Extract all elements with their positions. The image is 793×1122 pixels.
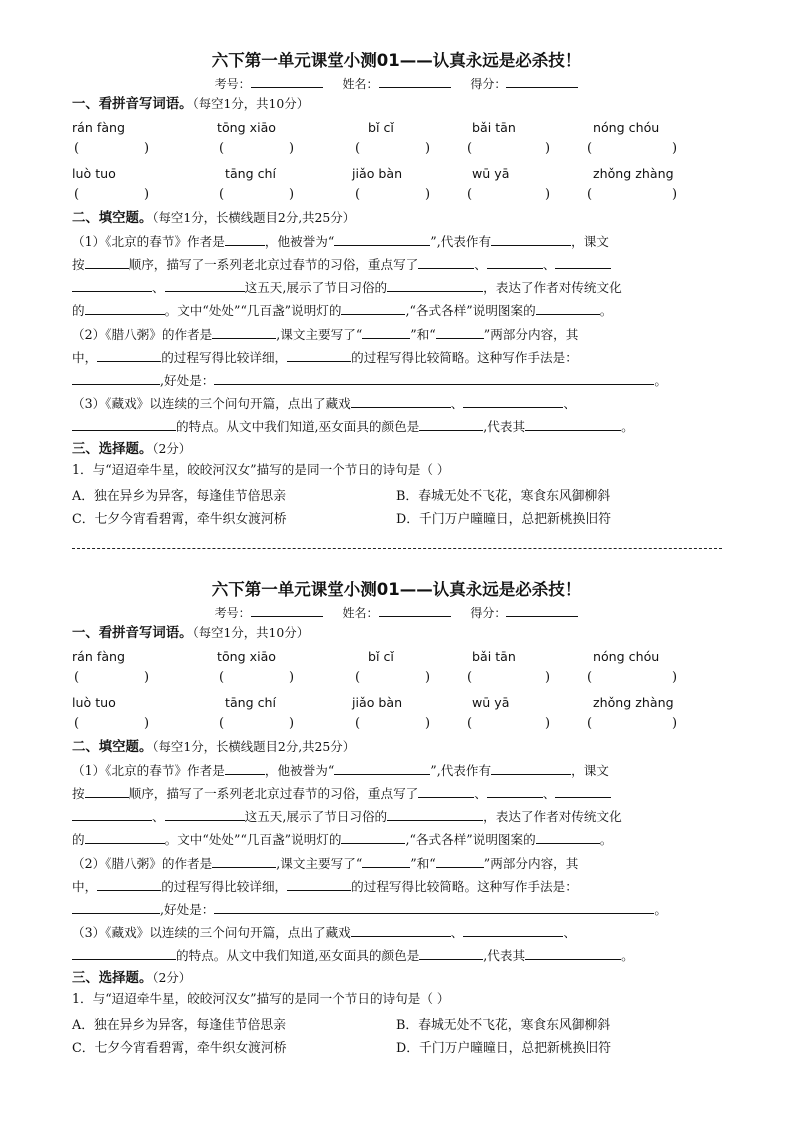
answer-paren-6-close: ) <box>144 716 150 731</box>
pinyin-5: nóng chóu <box>593 649 660 664</box>
pinyin-7: tāng chí <box>225 695 277 710</box>
pinyin-5: nóng chóu <box>593 120 660 135</box>
q1-line-3 <box>72 808 622 825</box>
q3-line-2 <box>72 947 634 964</box>
pinyin-4: bǎi tān <box>472 649 516 664</box>
blank[interactable] <box>555 785 611 798</box>
exam-no-field[interactable] <box>251 604 323 617</box>
answer-paren-8-open: ( <box>355 716 361 731</box>
q3-text: （3）《藏戏》以连续的三个问句开篇，点出了藏戏 <box>72 396 351 411</box>
section2-heading-row <box>72 210 355 227</box>
q2-line-1 <box>72 855 578 872</box>
blank[interactable] <box>419 947 483 960</box>
q1-text: ,“各式各样”说明图案的 <box>405 303 536 318</box>
answer-paren-8-close: ) <box>425 716 431 731</box>
blank[interactable] <box>97 878 161 891</box>
blank[interactable] <box>341 831 405 844</box>
q2-text: ”和“ <box>410 856 436 871</box>
blank[interactable] <box>72 418 176 431</box>
student-info-row <box>0 75 793 92</box>
section3-heading: 三、选择题。 <box>72 442 153 457</box>
q1-line-1 <box>72 233 609 250</box>
section3-heading: 三、选择题。 <box>72 971 153 986</box>
answer-paren-3-open: ( <box>355 670 361 685</box>
answer-paren-8-close: ) <box>425 187 431 202</box>
blank[interactable] <box>436 855 484 868</box>
answer-paren-5-close: ) <box>672 141 678 156</box>
q2-line-1 <box>72 326 578 343</box>
q2-line-3 <box>72 372 667 389</box>
blank[interactable] <box>418 785 474 798</box>
blank[interactable] <box>212 326 276 339</box>
blank[interactable] <box>418 256 474 269</box>
name-label: 姓名： <box>342 77 379 91</box>
section1-note: （每空1分，共10分） <box>192 625 310 640</box>
q1-text: 按 <box>72 257 85 272</box>
cut-line-divider <box>72 548 722 549</box>
q1-line-3 <box>72 279 622 296</box>
score-field[interactable] <box>506 75 578 88</box>
section2-note: （每空1分，长横线题目2分,共25分） <box>152 739 356 754</box>
answer-paren-2-open: ( <box>219 670 225 685</box>
blank[interactable] <box>362 855 410 868</box>
option-a[interactable]: A．独在异乡为异客，每逢佳节倍思亲 <box>72 1018 286 1033</box>
option-c[interactable]: C．七夕今宵看碧霄，牵牛织女渡河桥 <box>72 512 287 527</box>
pinyin-2: tōng xiāo <box>217 120 276 135</box>
name-field[interactable] <box>379 604 451 617</box>
q2-line-2 <box>72 878 578 895</box>
answer-paren-7-open: ( <box>219 187 225 202</box>
pinyin-10: zhǒng zhàng <box>593 166 674 181</box>
answer-paren-10-close: ) <box>672 716 678 731</box>
blank[interactable] <box>536 302 600 315</box>
section1-heading-row <box>72 625 309 642</box>
q2-text: 的过程写得比较详细， <box>161 350 288 365</box>
q2-text: ,好处是： <box>160 902 215 917</box>
q2-text: ”两部分内容，其 <box>483 327 579 342</box>
answer-paren-1-close: ) <box>144 141 150 156</box>
answer-paren-4-close: ) <box>545 141 551 156</box>
pinyin-6: luò tuo <box>72 166 116 181</box>
q1-text: （1）《北京的春节》作者是 <box>72 763 225 778</box>
answer-paren-5-close: ) <box>672 670 678 685</box>
pinyin-3: bǐ cǐ <box>368 120 394 135</box>
q1-text: 按 <box>72 786 85 801</box>
q2-text: 。 <box>654 373 667 388</box>
blank[interactable] <box>487 256 543 269</box>
q1-text: ，课文 <box>571 763 609 778</box>
pinyin-1: rán fàng <box>72 649 126 664</box>
option-b[interactable]: B．春城无处不飞花，寒食东风御柳斜 <box>396 489 611 504</box>
q2-text: ,课文主要写了“ <box>276 856 363 871</box>
q2-text: 的过程写得比较详细， <box>161 879 288 894</box>
exam-no-label: 考号： <box>214 77 251 91</box>
q2-line-3 <box>72 901 667 918</box>
blank[interactable] <box>334 233 430 246</box>
q1-text: ，课文 <box>571 234 609 249</box>
q3-text: 。 <box>621 948 634 963</box>
answer-paren-3-open: ( <box>355 141 361 156</box>
blank[interactable] <box>225 233 265 246</box>
pinyin-2: tōng xiāo <box>217 649 276 664</box>
name-field[interactable] <box>379 75 451 88</box>
blank[interactable] <box>463 924 563 937</box>
q3-text: 、 <box>450 925 464 940</box>
q2-line-2 <box>72 349 578 366</box>
answer-paren-7-close: ) <box>289 716 295 731</box>
q1-text: 顺序，描写了一系列老北京过春节的习俗，重点写了 <box>128 786 419 801</box>
blank[interactable] <box>351 395 451 408</box>
blank[interactable] <box>85 256 129 269</box>
q1-text: （1）《北京的春节》作者是 <box>72 234 225 249</box>
q1-text: 的 <box>72 303 85 318</box>
option-d[interactable]: D．千门万户曈曈日，总把新桃换旧符 <box>396 1041 612 1056</box>
section1-heading: 一、看拼音写词语。 <box>72 97 193 112</box>
pinyin-10: zhǒng zhàng <box>593 695 674 710</box>
answer-paren-7-open: ( <box>219 716 225 731</box>
answer-paren-3-close: ) <box>425 670 431 685</box>
answer-paren-6-open: ( <box>74 716 80 731</box>
blank[interactable] <box>85 831 165 844</box>
blank[interactable] <box>72 279 152 292</box>
blank[interactable] <box>85 302 165 315</box>
q1-text: ，他被誉为“ <box>264 234 335 249</box>
q1-text: ,“各式各样”说明图案的 <box>405 832 536 847</box>
section2-heading-row <box>72 739 355 756</box>
q3-text: 、 <box>563 925 576 940</box>
q2-text: ”两部分内容，其 <box>483 856 579 871</box>
blank[interactable] <box>72 947 176 960</box>
answer-paren-10-open: ( <box>587 187 593 202</box>
blank[interactable] <box>85 785 129 798</box>
blank[interactable] <box>351 924 451 937</box>
q1-text: ，表达了作者对传统文化 <box>483 280 622 295</box>
blank[interactable] <box>214 372 654 385</box>
section1-heading-row <box>72 96 309 113</box>
blank[interactable] <box>491 762 571 775</box>
option-b[interactable]: B．春城无处不飞花，寒食东风御柳斜 <box>396 1018 611 1033</box>
q1-text: 顺序，描写了一系列老北京过春节的习俗，重点写了 <box>128 257 419 272</box>
answer-paren-4-open: ( <box>467 141 473 156</box>
blank[interactable] <box>536 831 600 844</box>
q1-line-4 <box>72 302 612 319</box>
q3-text: ,代表其 <box>483 948 526 963</box>
answer-paren-5-open: ( <box>587 141 593 156</box>
q1-text: 。 <box>599 303 613 318</box>
q1-text: 。文中“处处”“几百盏”说明灯的 <box>164 832 342 847</box>
blank[interactable] <box>287 878 351 891</box>
answer-paren-8-open: ( <box>355 187 361 202</box>
quiz-title: 六下第一单元课堂小测01——认真永远是必杀技！ <box>211 580 582 599</box>
q2-text: 中， <box>72 879 98 894</box>
q3-line-2 <box>72 418 634 435</box>
answer-paren-1-open: ( <box>74 670 80 685</box>
option-d[interactable]: D．千门万户曈曈日，总把新桃换旧符 <box>396 512 612 527</box>
quiz-title: 六下第一单元课堂小测01——认真永远是必杀技！ <box>211 51 582 70</box>
q2-text: （2）《腊八粥》的作者是 <box>72 856 213 871</box>
q3-text: ,代表其 <box>483 419 526 434</box>
q1-text: 这五天,展示了节日习俗的 <box>244 280 388 295</box>
score-field[interactable] <box>506 604 578 617</box>
q2-text: 中， <box>72 350 98 365</box>
blank[interactable] <box>487 785 543 798</box>
answer-paren-1-open: ( <box>74 141 80 156</box>
q1-text: ，他被誉为“ <box>264 763 335 778</box>
q3-text: 、 <box>450 396 464 411</box>
blank[interactable] <box>463 395 563 408</box>
q1-text: 。文中“处处”“几百盏”说明灯的 <box>164 303 342 318</box>
answer-paren-9-close: ) <box>545 187 551 202</box>
blank[interactable] <box>387 808 483 821</box>
q2-text: ”和“ <box>410 327 436 342</box>
pinyin-3: bǐ cǐ <box>368 649 394 664</box>
q3-line-1 <box>72 924 576 941</box>
pinyin-1: rán fàng <box>72 120 126 135</box>
blank[interactable] <box>525 418 621 431</box>
answer-paren-4-close: ) <box>545 670 551 685</box>
q1-text: 、 <box>152 280 165 295</box>
blank[interactable] <box>341 302 405 315</box>
section3-note: （2分） <box>152 970 192 985</box>
answer-paren-10-close: ) <box>672 187 678 202</box>
blank[interactable] <box>387 279 483 292</box>
answer-paren-2-close: ) <box>289 141 295 156</box>
q1-text: ”,代表作有 <box>430 763 492 778</box>
q1-text: ，表达了作者对传统文化 <box>483 809 622 824</box>
q1-line-2 <box>72 785 611 802</box>
blank[interactable] <box>214 901 654 914</box>
pinyin-4: bǎi tān <box>472 120 516 135</box>
blank[interactable] <box>97 349 161 362</box>
answer-paren-4-open: ( <box>467 670 473 685</box>
answer-paren-1-close: ) <box>144 670 150 685</box>
section1-note: （每空1分，共10分） <box>192 96 310 111</box>
q1-line-4 <box>72 831 612 848</box>
answer-paren-6-close: ) <box>144 187 150 202</box>
blank[interactable] <box>225 762 265 775</box>
name-label: 姓名： <box>342 606 379 620</box>
q2-text: ,好处是： <box>160 373 215 388</box>
pinyin-8: jiǎo bàn <box>352 166 403 181</box>
blank[interactable] <box>362 326 410 339</box>
answer-paren-10-open: ( <box>587 716 593 731</box>
score-label: 得分： <box>470 77 507 91</box>
pinyin-6: luò tuo <box>72 695 116 710</box>
q2-text: 。 <box>654 902 667 917</box>
q1-text: 这五天,展示了节日习俗的 <box>244 809 388 824</box>
q1-line-1 <box>72 762 609 779</box>
q1-text: 、 <box>152 809 165 824</box>
pinyin-9: wū yā <box>472 166 510 181</box>
mcq-question: 1．与“迢迢牵牛星，皎皎河汉女”描写的是同一个节日的诗句是（ ） <box>72 462 450 477</box>
blank[interactable] <box>436 326 484 339</box>
q1-text: 、 <box>474 786 487 801</box>
section2-note: （每空1分，长横线题目2分,共25分） <box>152 210 356 225</box>
student-info-row <box>0 604 793 621</box>
q1-text: 、 <box>474 257 487 272</box>
answer-paren-9-close: ) <box>545 716 551 731</box>
blank[interactable] <box>419 418 483 431</box>
section1-heading: 一、看拼音写词语。 <box>72 626 193 641</box>
answer-paren-2-close: ) <box>289 670 295 685</box>
q1-line-2 <box>72 256 611 273</box>
blank[interactable] <box>165 808 245 821</box>
q1-text: ”,代表作有 <box>430 234 492 249</box>
section2-heading: 二、填空题。 <box>72 740 153 755</box>
q2-text: ,课文主要写了“ <box>276 327 363 342</box>
answer-paren-7-close: ) <box>289 187 295 202</box>
exam-no-field[interactable] <box>251 75 323 88</box>
blank[interactable] <box>72 372 160 385</box>
q3-text: 、 <box>563 396 576 411</box>
blank[interactable] <box>525 947 621 960</box>
exam-no-label: 考号： <box>214 606 251 620</box>
blank[interactable] <box>165 279 245 292</box>
q2-text: 的过程写得比较简略。这种写作手法是： <box>351 879 578 894</box>
answer-paren-3-close: ) <box>425 141 431 156</box>
section3-note: （2分） <box>152 441 192 456</box>
q1-text: 的 <box>72 832 85 847</box>
mcq-question: 1．与“迢迢牵牛星，皎皎河汉女”描写的是同一个节日的诗句是（ ） <box>72 991 450 1006</box>
blank[interactable] <box>491 233 571 246</box>
option-a[interactable]: A．独在异乡为异客，每逢佳节倍思亲 <box>72 489 286 504</box>
pinyin-9: wū yā <box>472 695 510 710</box>
q3-text: 。 <box>621 419 634 434</box>
section3-heading-row <box>72 970 191 987</box>
section2-heading: 二、填空题。 <box>72 211 153 226</box>
blank[interactable] <box>212 855 276 868</box>
section3-heading-row <box>72 441 191 458</box>
blank[interactable] <box>72 901 160 914</box>
option-c[interactable]: C．七夕今宵看碧霄，牵牛织女渡河桥 <box>72 1041 287 1056</box>
answer-paren-6-open: ( <box>74 187 80 202</box>
answer-paren-2-open: ( <box>219 141 225 156</box>
q3-line-1 <box>72 395 576 412</box>
blank[interactable] <box>334 762 430 775</box>
q1-text: 、 <box>542 786 556 801</box>
answer-paren-9-open: ( <box>467 187 473 202</box>
q1-text: 、 <box>542 257 556 272</box>
q3-text: （3）《藏戏》以连续的三个问句开篇，点出了藏戏 <box>72 925 351 940</box>
pinyin-7: tāng chí <box>225 166 277 181</box>
q1-text: 。 <box>599 832 613 847</box>
q3-text: 的特点。从文中我们知道,巫女面具的颜色是 <box>176 419 420 434</box>
blank[interactable] <box>555 256 611 269</box>
q2-text: 的过程写得比较简略。这种写作手法是： <box>351 350 578 365</box>
blank[interactable] <box>72 808 152 821</box>
pinyin-8: jiǎo bàn <box>352 695 403 710</box>
answer-paren-9-open: ( <box>467 716 473 731</box>
q2-text: （2）《腊八粥》的作者是 <box>72 327 213 342</box>
answer-paren-5-open: ( <box>587 670 593 685</box>
score-label: 得分： <box>470 606 507 620</box>
blank[interactable] <box>287 349 351 362</box>
q3-text: 的特点。从文中我们知道,巫女面具的颜色是 <box>176 948 420 963</box>
